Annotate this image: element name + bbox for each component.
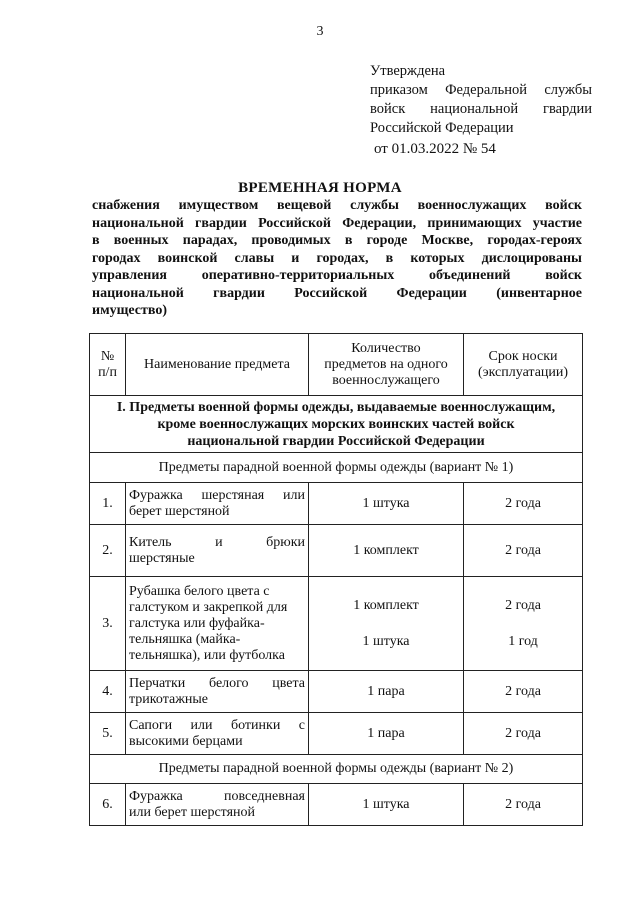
section-title: I. Предметы военной формы одежды, выдаваемые военнослужащим, кроме военнослужащих морских воинских частей войск национальной гвардии Российской Федерации <box>90 396 583 453</box>
header-qty: Количество предметов на одного военнослужащего <box>309 334 464 396</box>
header-no: № п/п <box>90 334 126 396</box>
approval-line: Российской Федерации <box>370 120 514 136</box>
header-term: Срок носки (эксплуатации) <box>464 334 583 396</box>
approval-block <box>370 62 592 138</box>
page-number: 3 <box>316 24 324 39</box>
item-term: 2 года 1 год <box>464 577 583 671</box>
item-name: Китель и брюки шерстяные <box>126 525 309 577</box>
row-number: 6. <box>90 784 126 826</box>
subtitle-line: имущество) <box>92 303 168 318</box>
item-term: 2 года <box>464 671 583 713</box>
header-name: Наименование предмета <box>126 334 309 396</box>
item-quantity: 1 пара <box>309 671 464 713</box>
item-term: 2 года <box>464 784 583 826</box>
row-number: 5. <box>90 713 126 755</box>
subtitle-line: управления оперативно-территориальных объединений войск <box>92 268 582 283</box>
table-row <box>90 784 583 826</box>
table-row <box>90 671 583 713</box>
item-name: Рубашка белого цвета с галстуком и закрепкой для галстука или фуфайка- тельняшка (майка- тельняшка), или футболка <box>126 577 309 671</box>
item-quantity: 1 комплект 1 штука <box>309 577 464 671</box>
subtitle-line: национальной гвардии Российской Федерации (инвентарное <box>92 285 582 301</box>
subsection-row <box>90 755 583 784</box>
row-number: 4. <box>90 671 126 713</box>
approval-line: Утверждена <box>370 63 446 79</box>
item-quantity: 1 штука <box>309 784 464 826</box>
item-quantity: 1 штука <box>309 483 464 525</box>
row-number: 3. <box>90 577 126 671</box>
table-row <box>90 483 583 525</box>
subtitle-line: национальной гвардии Российской Федерации, принимающих участие <box>92 215 582 231</box>
document-subtitle <box>92 197 582 320</box>
table-header-row <box>90 334 583 396</box>
table-row <box>90 577 583 671</box>
order-date: от 01.03.2022 № 54 <box>374 141 496 157</box>
norm-table <box>89 333 583 826</box>
item-name: Перчатки белого цвета трикотажные <box>126 671 309 713</box>
table-row <box>90 525 583 577</box>
subsection-title: Предметы парадной военной формы одежды (вариант № 2) <box>90 755 583 784</box>
subsection-title: Предметы парадной военной формы одежды (вариант № 1) <box>90 453 583 483</box>
item-term: 2 года <box>464 525 583 577</box>
approval-line: войск национальной гвардии <box>370 101 592 117</box>
subtitle-line: городах воинской славы и городах, в которых дислоцированы <box>92 250 582 266</box>
item-name: Сапоги или ботинки с высокими берцами <box>126 713 309 755</box>
item-quantity: 1 комплект <box>309 525 464 577</box>
item-name: Фуражка повседневная или берет шерстяной <box>126 784 309 826</box>
item-name: Фуражка шерстяная или берет шерстяной <box>126 483 309 525</box>
row-number: 1. <box>90 483 126 525</box>
item-term: 2 года <box>464 713 583 755</box>
subtitle-line: в военных парадах, проводимых в городе Москве, городах-героях <box>92 233 582 248</box>
subsection-row <box>90 453 583 483</box>
table-row <box>90 713 583 755</box>
row-number: 2. <box>90 525 126 577</box>
subtitle-line: снабжения имуществом вещевой службы военнослужащих войск <box>92 198 582 213</box>
document-title: ВРЕМЕННАЯ НОРМА <box>238 180 402 196</box>
item-term: 2 года <box>464 483 583 525</box>
section-row <box>90 396 583 453</box>
approval-line: приказом Федеральной службы <box>370 82 592 98</box>
item-quantity: 1 пара <box>309 713 464 755</box>
